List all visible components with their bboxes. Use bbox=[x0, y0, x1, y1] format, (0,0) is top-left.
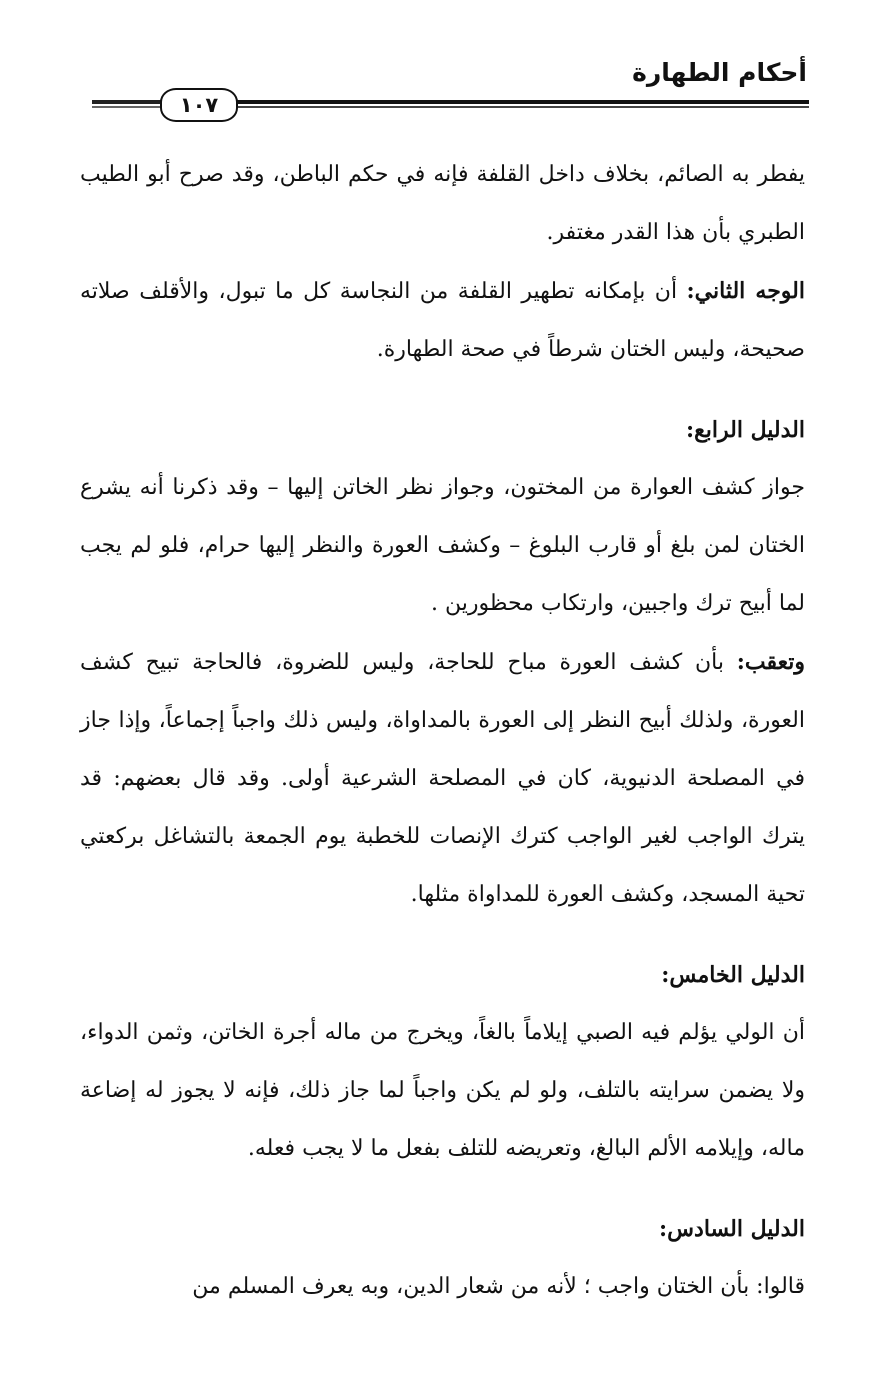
spacer bbox=[80, 379, 805, 401]
paragraph-lead: الوجه الثاني: bbox=[686, 278, 805, 304]
paragraph-second-aspect bbox=[80, 262, 805, 379]
paragraph: جواز كشف العوارة من المختون، وجواز نظر الخاتن إليها – وقد ذكرنا أنه يشرع الختان لمن بلغ أو قارب البلوغ – وكشف العورة والنظر إليها حرام، فلو لم يجب لما أبيح ترك واجبين، وارتكاب محظورين . bbox=[80, 475, 805, 616]
spacer bbox=[80, 924, 805, 946]
paragraph-text: أن بإمكانه تطهير القلفة من النجاسة كل ما تبول، والأقلف صلاته صحيحة، وليس الختان شرطاً في صحة الطهارة. bbox=[80, 279, 805, 362]
paragraph: أن الولي يؤلم فيه الصبي إيلاماً بالغاً، ويخرج من ماله أجرة الخاتن، وثمن الدواء، ولا يضمن سرايته بالتلف، ولو لم يكن واجباً لما جاز ذلك، فإنه لا يجوز له إضاعة ماله، وإيلامه الألم البالغ، وتعريضه للتلف بفعل ما لا يجب فعله. bbox=[80, 1020, 805, 1161]
paragraph-text: بأن كشف العورة مباح للحاجة، وليس للضروة، فالحاجة تبيح كشف العورة، ولذلك أبيح النظر إلى العورة بالمداواة، وليس ذلك واجباً إجماعاً، وإذا جاز في المصلحة الدنيوية، كان في المصلحة الشرعية أولى. وقد قال بعضهم: قد يترك الواجب لغير الواجب كترك الإنصات للخطبة يوم الجمعة بالتشاغل بركعتي تحية المسجد، وكشف العورة للمداواة مثلها. bbox=[80, 650, 805, 907]
section-heading-fourth: الدليل الرابع: bbox=[685, 417, 805, 443]
spacer bbox=[80, 1178, 805, 1200]
paragraph-rebuttal bbox=[80, 633, 805, 924]
section-heading-sixth: الدليل السادس: bbox=[659, 1216, 805, 1242]
header-rule-thin bbox=[236, 106, 809, 108]
page-number-badge: ١٠٧ bbox=[160, 88, 238, 122]
paragraph-lead: وتعقب: bbox=[736, 649, 805, 675]
header-rule bbox=[236, 100, 809, 104]
section-heading-fifth: الدليل الخامس: bbox=[661, 962, 805, 988]
running-header-title: أحكام الطهارة bbox=[632, 58, 807, 87]
paragraph: يفطر به الصائم، بخلاف داخل القلفة فإنه في حكم الباطن، وقد صرح أبو الطيب الطبري بأن هذا القدر مغتفر. bbox=[80, 162, 805, 245]
page-body bbox=[80, 146, 805, 1316]
header-rule-left-thin bbox=[92, 106, 162, 108]
header-rule-left bbox=[92, 100, 162, 104]
paragraph: قالوا: بأن الختان واجب ؛ لأنه من شعار الدين، وبه يعرف المسلم من bbox=[192, 1274, 805, 1299]
